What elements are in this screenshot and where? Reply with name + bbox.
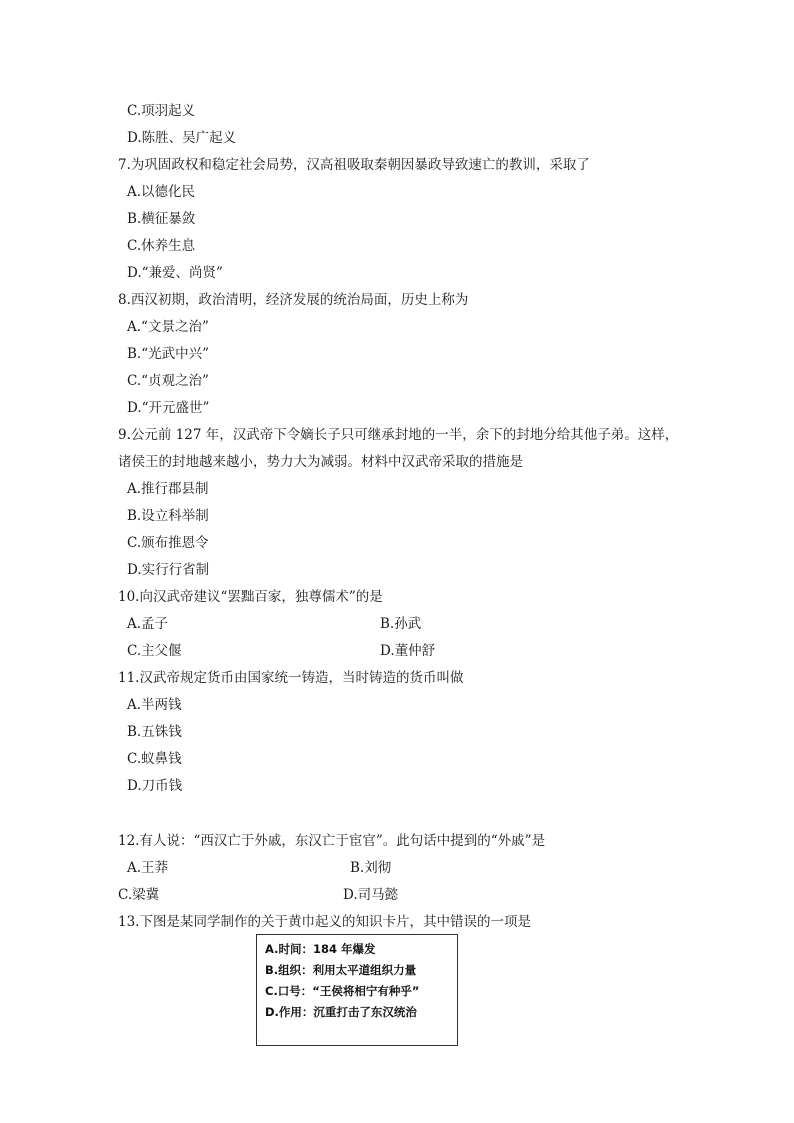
q7-option-a: A.以德化民 [127, 184, 196, 200]
q10-option-c: C.主父偃 [127, 643, 182, 659]
q10-stem: 10.向汉武帝建议“罢黜百家，独尊儒术”的是 [118, 589, 383, 605]
q11-stem: 11.汉武帝规定货币由国家统一铸造，当时铸造的货币叫做 [118, 670, 464, 686]
q6-option-d: D.陈胜、吴广起义 [127, 130, 237, 146]
card-line-c: C.口号：“王侯将相宁有种乎” [265, 984, 420, 998]
q7-option-b: B.横征暴敛 [127, 211, 196, 227]
q10-option-a: A.孟子 [127, 616, 169, 632]
q8-option-a: A.“文景之治” [127, 319, 209, 335]
q9-stem-line-1: 9.公元前 127 年，汉武帝下令嫡长子只可继承封地的一半，余下的封地分给其他子弟。这样， [118, 427, 679, 443]
q8-option-b: B.“光武中兴” [127, 346, 210, 362]
q9-option-c: C.颁布推恩令 [127, 535, 209, 551]
knowledge-card [256, 934, 458, 1046]
q11-option-a: A.半两钱 [127, 697, 182, 713]
q11-option-b: B.五铢钱 [127, 724, 182, 740]
card-line-b: B.组织：利用太平道组织力量 [265, 963, 417, 977]
q12-stem: 12.有人说：“西汉亡于外戚，东汉亡于宦官”。此句话中提到的“外戚”是 [118, 833, 546, 849]
q7-option-c: C.休养生息 [127, 238, 196, 254]
q9-option-d: D.实行行省制 [127, 562, 210, 578]
q7-stem: 7.为巩固政权和稳定社会局势，汉高祖吸取秦朝因暴政导致速亡的教训，采取了 [118, 157, 590, 173]
q8-stem: 8.西汉初期，政治清明，经济发展的统治局面，历史上称为 [118, 292, 469, 308]
q11-option-c: C.蚁鼻钱 [127, 751, 182, 767]
q11-option-d: D.刀币钱 [127, 778, 183, 794]
q8-option-d: D.“开元盛世” [127, 400, 210, 416]
q13-stem: 13.下图是某同学制作的关于黄巾起义的知识卡片，其中错误的一项是 [118, 914, 531, 930]
q12-option-a: A.王莽 [127, 860, 169, 876]
q7-option-d: D.“兼爱、尚贤” [127, 265, 223, 281]
q10-option-d: D.董仲舒 [380, 643, 436, 659]
q6-option-c: C.项羽起义 [127, 103, 196, 119]
card-line-d: D.作用：沉重打击了东汉统治 [265, 1005, 417, 1019]
q9-stem-line-2: 诸侯王的封地越来越小，势力大为减弱。材料中汉武帝采取的措施是 [118, 454, 523, 470]
q8-option-c: C.“贞观之治” [127, 373, 209, 389]
q9-option-b: B.设立科举制 [127, 508, 209, 524]
q10-option-b: B.孙武 [380, 616, 422, 632]
q12-option-d: D.司马懿 [343, 887, 399, 903]
q12-option-c: C.梁冀 [118, 887, 160, 903]
card-line-a: A.时间：184 年爆发 [265, 942, 376, 956]
q9-option-a: A.推行郡县制 [127, 481, 209, 497]
q12-option-b: B.刘彻 [350, 860, 392, 876]
